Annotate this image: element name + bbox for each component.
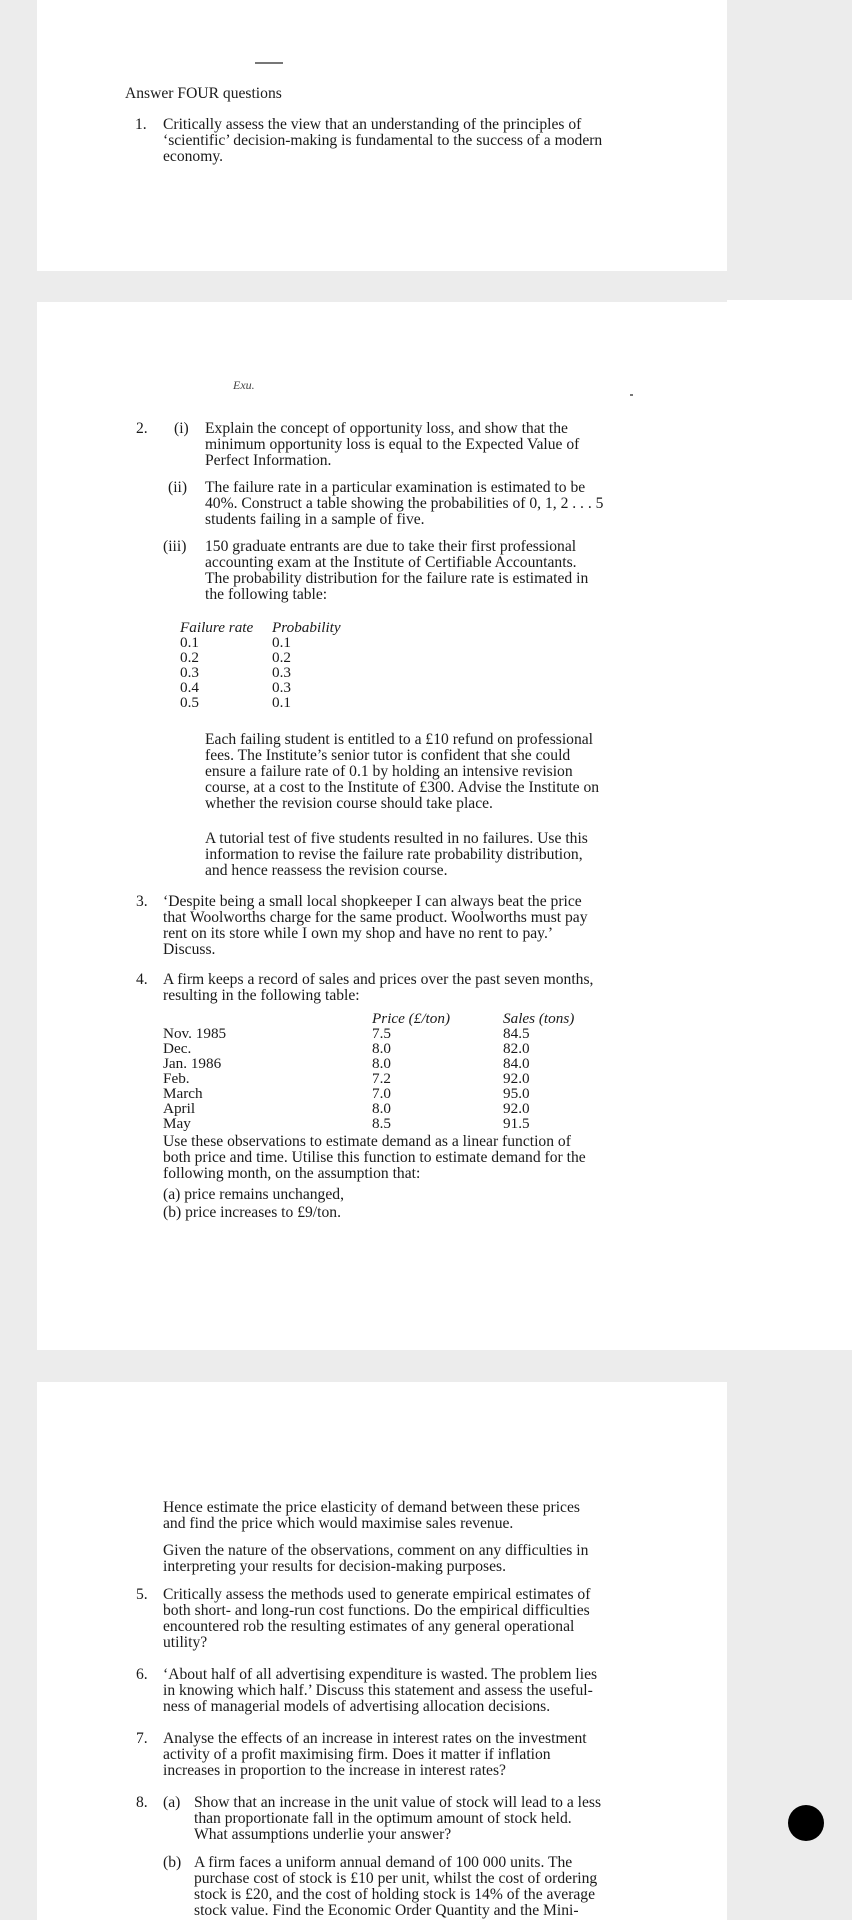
q7-line-1: Analyse the effects of an increase in interest rates on the investment: [163, 1730, 587, 1747]
sales-cell: 92.0: [503, 1070, 530, 1087]
q2-i-line-1: Explain the concept of opportunity loss, and show that the: [205, 420, 568, 437]
q2-i-label: (i): [174, 420, 189, 437]
failure-rate-header: Failure rate: [180, 619, 254, 636]
q8-a-line-2: than proportionate fall in the optimum amount of stock held.: [194, 1810, 572, 1827]
q2-iii-para1-line-5: whether the revision course should take place.: [205, 795, 493, 812]
q4-option-a: (a) price remains unchanged,: [163, 1186, 344, 1203]
sales-cell: 84.0: [503, 1055, 530, 1072]
q8-a-line-3: What assumptions underlie your answer?: [194, 1826, 452, 1843]
q4-after-line-1: Use these observations to estimate demand as a linear function of: [163, 1133, 571, 1150]
q3-line-3: rent on its store while I own my shop and have no rent to pay.’: [163, 925, 554, 942]
month-cell: Jan. 1986: [163, 1055, 222, 1072]
price-cell: 8.5: [372, 1115, 391, 1132]
price-cell: 8.0: [372, 1040, 391, 1057]
pen-mark: [255, 62, 283, 64]
page-1: [37, 0, 727, 271]
q2-iii-label: (iii): [163, 538, 187, 555]
q6-number: 6.: [136, 1666, 148, 1683]
side-panel: [727, 300, 852, 1350]
pen-dot: [630, 394, 633, 396]
q5-line-3: encountered rob the resulting estimates of any general operational: [163, 1618, 575, 1635]
sales-cell: 91.5: [503, 1115, 530, 1132]
q2-ii-line-3: students failing in a sample of five.: [205, 511, 425, 528]
probability-cell: 0.3: [272, 664, 291, 681]
q5-line-4: utility?: [163, 1634, 208, 1651]
probability-cell: 0.1: [272, 694, 291, 711]
q7-number: 7.: [136, 1730, 148, 1747]
failure-rate-cell: 0.5: [180, 694, 199, 711]
q6-line-3: ness of managerial models of advertising allocation decisions.: [163, 1698, 551, 1715]
q2-i-line-2: minimum opportunity loss is equal to the Expected Value of: [205, 436, 580, 453]
q8-b-line-3: stock is £20, and the cost of holding stock is 14% of the average: [194, 1886, 596, 1903]
q5-line-1: Critically assess the methods used to generate empirical estimates of: [163, 1586, 591, 1603]
q3-line-4: Discuss.: [163, 941, 216, 958]
sales-header: Sales (tons): [503, 1010, 575, 1027]
price-cell: 7.0: [372, 1085, 391, 1102]
q3-number: 3.: [136, 893, 148, 910]
sales-cell: 95.0: [503, 1085, 530, 1102]
probability-cell: 0.2: [272, 649, 291, 666]
q2-iii-para2-line-3: and hence reassess the revision course.: [205, 862, 448, 879]
q2-iii-line-4: the following table:: [205, 586, 328, 603]
month-cell: Feb.: [163, 1070, 190, 1087]
q4-cont2-line-2: interpreting your results for decision-making purposes.: [163, 1558, 506, 1575]
sales-cell: 82.0: [503, 1040, 530, 1057]
page-2: [37, 302, 727, 1350]
q8-number: 8.: [136, 1794, 148, 1811]
q3-line-1: ‘Despite being a small local shopkeeper I can always beat the price: [163, 893, 582, 910]
q8-b-line-1: A firm faces a uniform annual demand of 100 000 units. The: [194, 1854, 573, 1871]
q2-number: 2.: [136, 420, 148, 437]
q4-line-2: resulting in the following table:: [163, 987, 360, 1004]
q4-line-1: A firm keeps a record of sales and prices over the past seven months,: [163, 971, 594, 988]
q1-line-1: Critically assess the view that an understanding of the principles of: [163, 116, 582, 133]
q4-cont2-line-1: Given the nature of the observations, comment on any difficulties in: [163, 1542, 589, 1559]
price-cell: 7.2: [372, 1070, 391, 1087]
q8-b-line-4: stock value. Find the Economic Order Quantity and the Mini-: [194, 1902, 579, 1919]
q2-iii-line-3: The probability distribution for the failure rate is estimated in: [205, 570, 589, 587]
price-cell: 7.5: [372, 1025, 391, 1042]
q6-line-1: ‘About half of all advertising expenditure is wasted. The problem lies: [163, 1666, 598, 1683]
black-dot: [788, 1805, 824, 1841]
q4-after-line-2: both price and time. Utilise this function to estimate demand for the: [163, 1149, 586, 1166]
header: Answer FOUR questions: [125, 85, 282, 102]
q4-number: 4.: [136, 971, 148, 988]
q2-iii-line-2: accounting exam at the Institute of Certifiable Accountants.: [205, 554, 577, 571]
q8-b-label: (b): [163, 1854, 182, 1871]
q2-ii-label: (ii): [168, 479, 188, 496]
failure-rate-cell: 0.1: [180, 634, 199, 651]
q8-a-label: (a): [163, 1794, 181, 1811]
failure-rate-cell: 0.3: [180, 664, 199, 681]
price-cell: 8.0: [372, 1055, 391, 1072]
q1-line-2: ‘scientific’ decision-making is fundamental to the success of a modern: [163, 132, 603, 149]
q2-iii-para1-line-4: course, at a cost to the Institute of £300. Advise the Institute on: [205, 779, 600, 796]
q8-b-line-2: purchase cost of stock is £10 per unit, whilst the cost of ordering: [194, 1870, 598, 1887]
month-cell: May: [163, 1115, 191, 1132]
q5-line-2: both short- and long-run cost functions. Do the empirical difficulties: [163, 1602, 590, 1619]
q6-line-2: in knowing which half.’ Discuss this statement and assess the useful-: [163, 1682, 593, 1699]
q8-a-line-1: Show that an increase in the unit value of stock will lead to a less: [194, 1794, 602, 1811]
q2-i-line-3: Perfect Information.: [205, 452, 332, 469]
q4-cont1-line-2: and find the price which would maximise sales revenue.: [163, 1515, 514, 1532]
q4-cont1-line-1: Hence estimate the price elasticity of demand between these prices: [163, 1499, 580, 1516]
q2-ii-line-1: The failure rate in a particular examination is estimated to be: [205, 479, 586, 496]
q4-option-b: (b) price increases to £9/ton.: [163, 1204, 341, 1221]
probability-cell: 0.3: [272, 679, 291, 696]
q3-line-2: that Woolworths charge for the same product. Woolworths must pay: [163, 909, 588, 926]
q2-iii-line-1: 150 graduate entrants are due to take their first professional: [205, 538, 577, 555]
month-cell: Dec.: [163, 1040, 192, 1057]
q7-line-2: activity of a profit maximising firm. Does it matter if inflation: [163, 1746, 551, 1763]
q2-iii-para1-line-3: ensure a failure rate of 0.1 by holding an intensive revision: [205, 763, 573, 780]
q2-iii-para1-line-2: fees. The Institute’s senior tutor is confident that she could: [205, 747, 571, 764]
failure-rate-cell: 0.2: [180, 649, 199, 666]
price-cell: 8.0: [372, 1100, 391, 1117]
sales-cell: 92.0: [503, 1100, 530, 1117]
price-header: Price (£/ton): [372, 1010, 451, 1027]
q2-iii-para2-line-2: information to revise the failure rate probability distribution,: [205, 846, 583, 863]
page-3: [37, 1382, 727, 1920]
month-cell: April: [163, 1100, 196, 1117]
handwritten-scribble: Exu.: [233, 378, 255, 392]
probability-header: Probability: [272, 619, 341, 636]
q7-line-3: increases in proportion to the increase in interest rates?: [163, 1762, 506, 1779]
q2-iii-para1-line-1: Each failing student is entitled to a £10 refund on professional: [205, 731, 594, 748]
q4-after-line-3: following month, on the assumption that:: [163, 1165, 421, 1182]
q1-line-3: economy.: [163, 148, 224, 165]
month-cell: March: [163, 1085, 203, 1102]
q1-number: 1.: [135, 116, 147, 133]
probability-cell: 0.1: [272, 634, 291, 651]
q5-number: 5.: [136, 1586, 148, 1603]
failure-rate-cell: 0.4: [180, 679, 199, 696]
q2-ii-line-2: 40%. Construct a table showing the probabilities of 0, 1, 2 . . . 5: [205, 495, 604, 512]
month-cell: Nov. 1985: [163, 1025, 227, 1042]
q2-iii-para2-line-1: A tutorial test of five students resulted in no failures. Use this: [205, 830, 588, 847]
sales-cell: 84.5: [503, 1025, 530, 1042]
